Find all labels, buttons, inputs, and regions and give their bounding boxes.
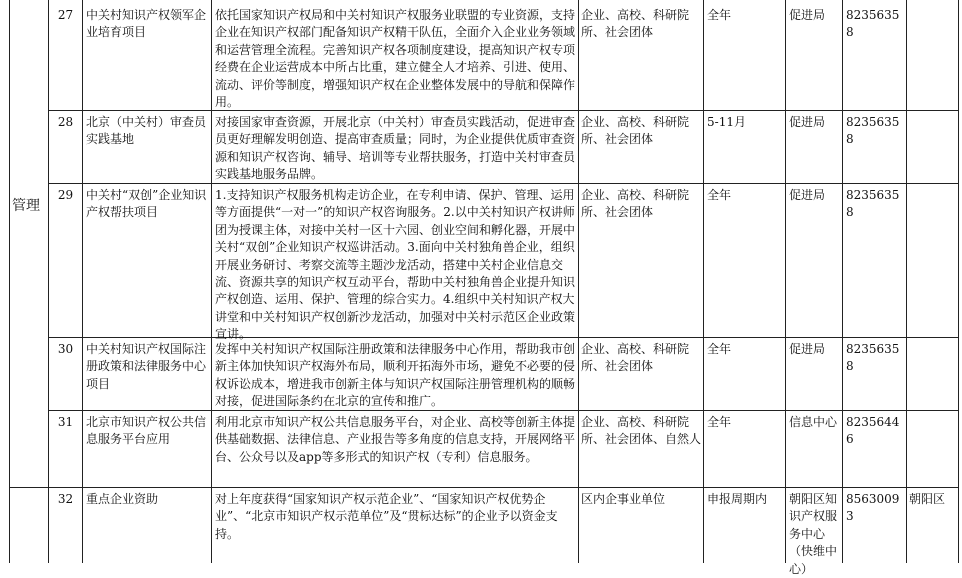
- target-audience: 企业、高校、科研院所、社会团体、自然人: [581, 415, 702, 447]
- project-name: 北京市知识产权公共信息服务平台应用: [86, 415, 207, 447]
- project-name: 中关村“双创”企业知识产权帮扶项目: [86, 188, 207, 220]
- project-content: 1.支持知识产权服务机构走访企业，在专利申请、保护、管理、运用等方面提供“一对一”的知识产权咨询服务。2.以中关村知识产权讲师团为授课主体，对接中关村一区十六园、创业空间和孵化器，开展中关村“双创”企业知识产权巡讲活动。3.面向中关村独角兽企业，组织开展业务研讨、考察交流等主题沙龙活动，搭建中关村企业信息交流、资源共享的知识产权互动平台，帮助中关村独角兽企业提升知识产权创造、运用、保护、管理的综合实力。4.组织中关村知识产权大讲堂和中关村知识产权创新沙龙活动，加强对中关村示范区企业政策宣讲。: [215, 188, 576, 342]
- column-divider: [578, 0, 579, 563]
- table-border-right: [958, 0, 959, 563]
- column-divider: [785, 0, 786, 563]
- row-divider: [48, 337, 958, 338]
- row-number: 30: [57, 342, 74, 356]
- target-audience: 企业、高校、科研院所、社会团体: [581, 342, 690, 374]
- row-divider: [48, 410, 958, 411]
- column-divider: [211, 0, 212, 563]
- row-divider: [48, 183, 958, 184]
- phone-number: 82356358: [846, 115, 900, 147]
- row-number: 32: [57, 492, 74, 506]
- column-divider: [703, 0, 704, 563]
- responsible-dept: 信息中心: [789, 415, 838, 429]
- responsible-dept: 促进局: [789, 342, 826, 356]
- row-number: 27: [57, 8, 74, 22]
- responsible-dept: 朝阳区知识产权服务中心（快维中心）: [789, 492, 838, 576]
- target-audience: 区内企事业单位: [581, 492, 666, 506]
- project-content: 对上年度获得“国家知识产权示范企业”、“国家知识产权优势企业”、“北京市知识产权示范单位”及“贯标达标”的企业予以资金支持。: [215, 492, 558, 541]
- project-content: 发挥中关村知识产权国际注册政策和法律服务中心作用，帮助我市创新主体加快知识产权海外布局，顺利开拓海外市场，避免不必要的侵权诉讼成本，增进我市创新主体与知识产权国际注册管理机构的顺畅对接，促进国际条约在北京的宣传和推广。: [215, 342, 576, 409]
- project-name: 重点企业资助: [86, 492, 159, 506]
- column-divider: [842, 0, 843, 563]
- row-number: 28: [57, 115, 74, 129]
- responsible-dept: 促进局: [789, 188, 826, 202]
- period: 全年: [707, 188, 732, 202]
- category-label: 管理: [12, 198, 40, 214]
- column-divider: [82, 0, 83, 563]
- period: 全年: [707, 415, 732, 429]
- period: 5-11月: [707, 115, 746, 129]
- project-content: 对接国家审查资源，开展北京（中关村）审查员实践活动，促进审查员更好理解发明创造、提高审查质量；同时，为企业提供优质审查资源和知识产权咨询、辅导、培训等专业帮扶服务，打造中关村审查员实践基地服务品牌。: [215, 115, 576, 182]
- project-name: 北京（中关村）审查员实践基地: [86, 115, 207, 147]
- row-divider: [48, 110, 958, 111]
- project-name: 中关村知识产权领军企业培育项目: [86, 8, 207, 40]
- target-audience: 企业、高校、科研院所、社会团体: [581, 8, 690, 40]
- project-content: 依托国家知识产权局和中关村知识产权服务业联盟的专业资源，支持企业在知识产权部门配备知识产权精干队伍，全面介入企业业务领域和运营管理全流程。完善知识产权各项制度建设，提高知识产权专项经费在企业运营成本中所占比重，建立健全人才培养、引进、使用、流动、评价等制度，增强知识产权在企业整体发展中的导航和保障作用。: [215, 8, 576, 110]
- phone-number: 82356358: [846, 188, 900, 220]
- column-divider: [48, 0, 49, 563]
- period: 全年: [707, 8, 732, 22]
- target-audience: 企业、高校、科研院所、社会团体: [581, 115, 690, 147]
- phone-number: 82356358: [846, 8, 900, 40]
- period: 全年: [707, 342, 732, 356]
- responsible-dept: 促进局: [789, 115, 826, 129]
- row-number: 29: [57, 188, 74, 202]
- project-content: 利用北京市知识产权公共信息服务平台，对企业、高校等创新主体提供基础数据、法律信息、产业报告等多角度的信息支持，开展网络平台、公众号以及app等多形式的知识产权（专利）信息服务。: [215, 415, 576, 464]
- project-name: 中关村知识产权国际注册政策和法律服务中心项目: [86, 342, 207, 391]
- phone-number: 85630093: [846, 492, 900, 524]
- column-divider: [906, 0, 907, 563]
- row-number: 31: [57, 415, 74, 429]
- district: 朝阳区: [909, 492, 946, 506]
- period: 申报周期内: [707, 492, 768, 506]
- group-divider: [9, 487, 958, 488]
- target-audience: 企业、高校、科研院所、社会团体: [581, 188, 690, 220]
- phone-number: 82356358: [846, 342, 900, 374]
- table-border-left: [9, 0, 10, 563]
- responsible-dept: 促进局: [789, 8, 826, 22]
- phone-number: 82356446: [846, 415, 900, 447]
